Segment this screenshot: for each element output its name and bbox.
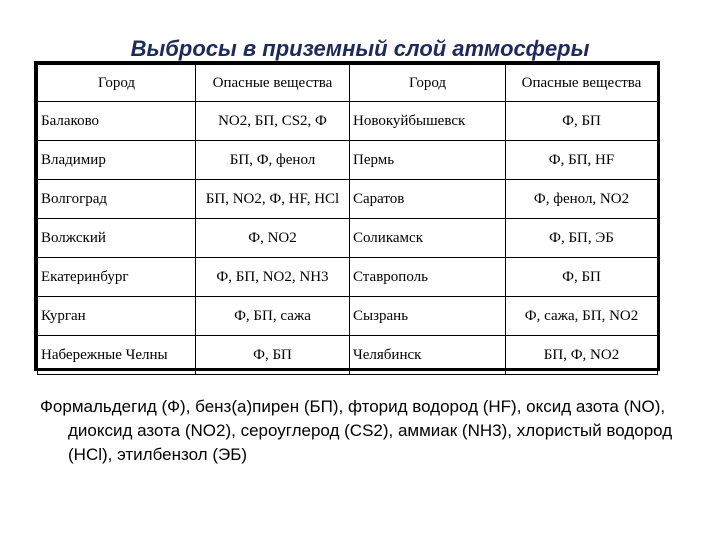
city-cell: Набережные Челны (38, 336, 196, 375)
emissions-table-frame (34, 61, 660, 371)
substances-cell: NO2, БП, CS2, Ф (196, 102, 350, 141)
city-cell: Пермь (350, 141, 506, 180)
table-row (38, 219, 658, 258)
header-city: Город (38, 65, 196, 102)
city-cell: Волжский (38, 219, 196, 258)
table-row (38, 336, 658, 375)
table-header-row (38, 65, 658, 102)
city-cell: Владимир (38, 141, 196, 180)
table-row (38, 258, 658, 297)
substances-cell: Ф, БП, NO2, NH3 (196, 258, 350, 297)
table-row (38, 297, 658, 336)
substances-cell: БП, NO2, Ф, HF, HCl (196, 180, 350, 219)
substances-cell: Ф, БП (196, 336, 350, 375)
city-cell: Новокуйбышевск (350, 102, 506, 141)
substances-cell: Ф, фенол, NO2 (506, 180, 658, 219)
table-row (38, 141, 658, 180)
table-row (38, 102, 658, 141)
substances-cell: Ф, NO2 (196, 219, 350, 258)
city-cell: Челябинск (350, 336, 506, 375)
header-substances: Опасные вещества (506, 65, 658, 102)
city-cell: Соликамск (350, 219, 506, 258)
emissions-table (37, 64, 658, 375)
city-cell: Ставрополь (350, 258, 506, 297)
city-cell: Екатеринбург (38, 258, 196, 297)
substances-cell: Ф, БП, HF (506, 141, 658, 180)
substances-cell: Ф, БП, ЭБ (506, 219, 658, 258)
city-cell: Сызрань (350, 297, 506, 336)
table-row (38, 180, 658, 219)
substances-cell: Ф, БП, сажа (196, 297, 350, 336)
substances-cell: Ф, БП (506, 258, 658, 297)
city-cell: Курган (38, 297, 196, 336)
footnote: Формальдегид (Ф), бенз(а)пирен (БП), фторид водород (HF), оксид азота (NO), диоксид азота (NO2), сероуглерод (CS2), аммиак (NH3), хлористый водород (HCl), этилбензол (ЭБ) (40, 397, 673, 464)
city-cell: Саратов (350, 180, 506, 219)
substances-cell: Ф, сажа, БП, NO2 (506, 297, 658, 336)
city-cell: Волгоград (38, 180, 196, 219)
page-title: Выбросы в приземный слой атмосферы (130, 36, 590, 61)
header-substances: Опасные вещества (196, 65, 350, 102)
substances-cell: БП, Ф, NO2 (506, 336, 658, 375)
header-city: Город (350, 65, 506, 102)
city-cell: Балаково (38, 102, 196, 141)
substances-cell: БП, Ф, фенол (196, 141, 350, 180)
substances-cell: Ф, БП (506, 102, 658, 141)
